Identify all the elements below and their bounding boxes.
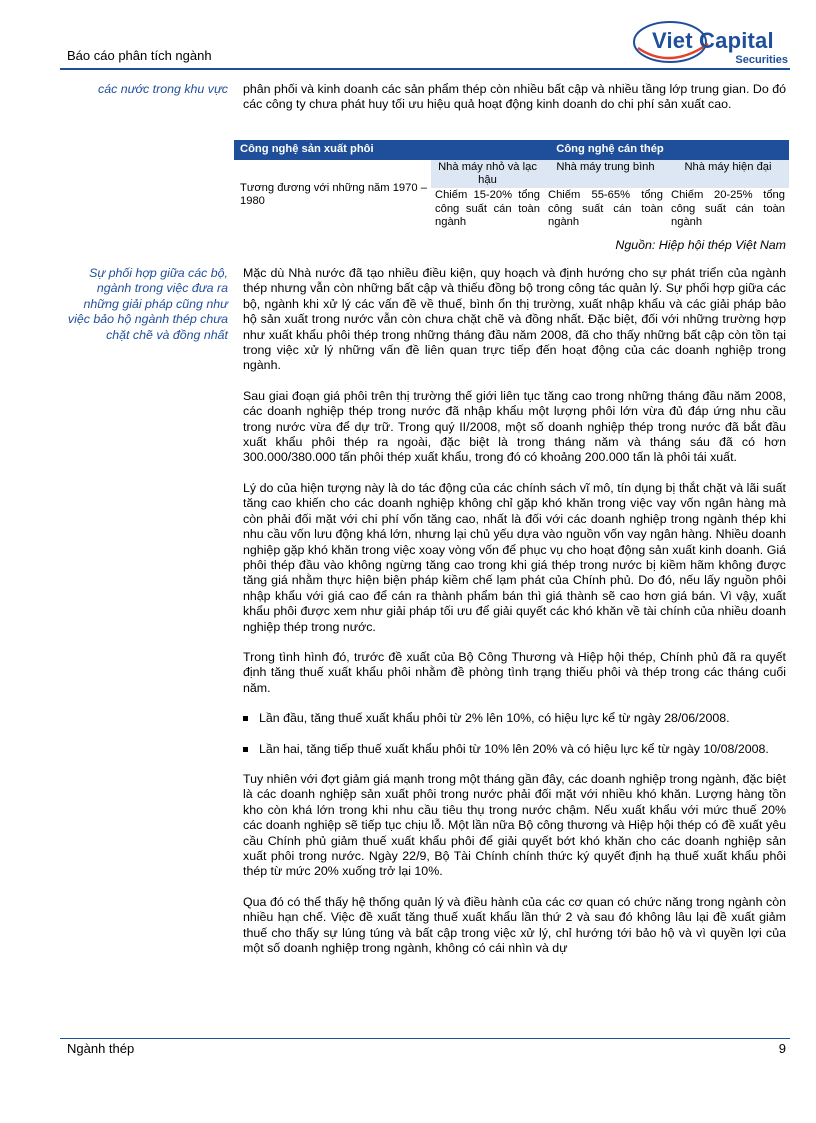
section-side-note: Sự phối hợp giữa các bộ, ngành trong việc đưa ra những giải pháp cũng như việc bảo hộ ngành thép chưa chặt chẽ và đồng nhất [67, 266, 228, 342]
list-item: Lần đầu, tăng thuế xuất khẩu phôi từ 2% lên 10%, có hiệu lực kể từ ngày 28/06/2008. [243, 711, 786, 726]
page-number: 9 [778, 1041, 786, 1056]
footer-section-name: Ngành thép [67, 1041, 135, 1056]
bullet-list [243, 711, 786, 757]
logo-subtext: Securities [735, 54, 788, 66]
company-logo [630, 14, 796, 70]
table-source: Nguồn: Hiệp hội thép Việt Nam [615, 238, 786, 252]
paragraph: Sau giai đoạn giá phôi trên thị trường thế giới liên tục tăng cao trong những tháng đầu năm 2008, các doanh nghiệp thép trong nước đã nhập khẩu một lượng phôi lớn vừa đủ đáp ứng nhu cầu trong nước vừa để dự trữ. Trong quý II/2008, một số doanh nghiệp thép trong nước đã bắt đầu xuất khẩu phôi thép ra ngoài, đặc biệt là trong tháng năm và tháng sáu đã có hơn 300.000/380.000 tấn phôi thép xuất khẩu, trong đó có khoảng 200.000 tấn là phôi tái xuất. [243, 388, 786, 465]
intro-text: phân phối và kinh doanh các sản phẩm thép còn nhiều bất cập và nhiều tầng lớp trung gian. Do đó các công ty chưa phát huy tối ưu hiệu quả hoạt động kinh doanh do chi phí sản xuất cao. [243, 82, 786, 112]
table-row [234, 160, 789, 188]
intro-side-note: các nước trong khu vực [98, 82, 228, 96]
footer-divider [60, 1038, 790, 1039]
list-item: Lần hai, tăng tiếp thuế xuất khẩu phôi từ 10% lên 20% và có hiệu lực kể từ ngày 10/08/2008. [243, 742, 786, 757]
table-row-label: Tương đương với những năm 1970 – 1980 [240, 181, 427, 207]
table-header-rolling: Công nghệ cán thép [431, 140, 789, 160]
table-cell: Chiếm 20-25% tổng công suất cán toàn ngành [671, 189, 785, 228]
table-header-row [234, 140, 789, 160]
paragraph: Tuy nhiên với đợt giảm giá mạnh trong một tháng gần đây, các doanh nghiệp trong ngành, đặc biệt là các doanh nghiệp sản xuất phôi trong nước phải đối mặt với nhiều khó khăn. Lượng hàng tồn kho còn khá lớn trong khi nhu cầu tiêu thụ trong nước chậm. Nếu xuất khẩu với mức thuế 20% các doanh nghiệp sẽ tiếp tục chịu lỗ. Một lần nữa Bộ công thương và Hiệp hội thép có đề xuất yêu cầu Chính phủ giảm thuế xuất khẩu phôi để giải quyết bớt khó khăn cho các doanh nghiệp sản xuất phôi trong nước. Ngày 22/9, Bộ Tài Chính chính thức ký quyết định hạ thuế xuất khẩu phôi thép từ mức 20% xuống trở lại 10%. [243, 771, 786, 879]
header-divider [60, 68, 790, 70]
logo-text: Viet Capital [652, 28, 774, 53]
table-header-production: Công nghệ sản xuất phôi [234, 140, 431, 160]
table-cell: Chiếm 15-20% tổng công suất cán toàn ngành [435, 189, 540, 228]
steel-technology-table [234, 140, 789, 230]
report-title: Báo cáo phân tích ngành [67, 48, 212, 63]
table-subheader: Nhà máy nhỏ và lạc hậu [431, 160, 544, 188]
table-subheader: Nhà máy trung bình [544, 160, 667, 188]
paragraph: Mặc dù Nhà nước đã tạo nhiều điều kiện, quy hoạch và định hướng cho sự phát triển của ngành thép nhưng vẫn còn những bất cập và thiếu đồng bộ trong công tác quản lý. Sự phối hợp giữa các bộ, ngành khi xử lý các vấn đề về thuế, bình ổn thị trường, xuất nhập khẩu và các giải pháp bảo hộ sản xuất trong nước vẫn còn chưa chặt chẽ và đồng nhất. Đặc biệt, đối với những trường hợp như xuất khẩu phôi thép trong những tháng đầu năm 2008, đã cho thấy những bất cập còn tồn tại trong việc xử lý những vấn đề liên quan trực tiếp đến hoạt động của các doanh nghiệp trong ngành. [243, 266, 786, 373]
paragraph: Lý do của hiện tượng này là do tác động của các chính sách vĩ mô, tín dụng bị thắt chặt và lãi suất tăng cao khiến cho các doanh nghiệp không chỉ gặp khó khăn trong việc vay vốn ngân hàng mà còn phải đối mặt với chi phí vốn tăng cao, nhất là đối với các doanh nghiệp trong ngành thép khi nhu cầu vốn lưu động khá lớn, nhưng lại chủ yếu dựa vào nguồn vốn vay ngân hàng. Nhiều doanh nghiệp gặp khó khăn trong việc xoay vòng vốn để phục vụ cho hoạt động sản xuất kinh doanh. Giá phôi thép đầu vào không ngừng tăng cao trong khi giá thép trong nước bị kiềm hãm không được tăng giá nhằm thực hiện biện pháp kiềm chế lạm phát của Chính phủ. Do đó, nếu lấy nguồn phôi nhập khẩu với giá cao để cán ra thành phẩm bán thì giá thành sẽ cao hơn giá bán. Vì vậy, xuất khẩu phôi được xem như giải pháp tối ưu để giải quyết các khó khăn về tài chính của nhiều doanh nghiệp thép trong nước. [243, 480, 786, 634]
table-cell: Chiếm 55-65% tổng công suất cán toàn ngành [548, 189, 663, 228]
table-subheader: Nhà máy hiện đại [667, 160, 789, 188]
section-body [243, 266, 786, 956]
paragraph: Trong tình hình đó, trước đề xuất của Bộ Công Thương và Hiệp hội thép, Chính phủ đã ra quyết định tăng thuế xuất khẩu phôi nhằm đề phòng tình trạng thiếu phôi và thép trong các tháng cuối năm. [243, 649, 786, 695]
paragraph: Qua đó có thể thấy hệ thống quản lý và điều hành của các cơ quan có chức năng trong ngành còn nhiều hạn chế. Việc đề xuất tăng thuế xuất khẩu lần thứ 2 và sau đó không lâu lại đề xuất giảm thuế cho thấy sự lúng túng và bất cập trong việc xử lý, chỉ hướng tới bảo hộ và vì quyền lợi của một số doanh nghiệp trong ngành, không có cái nhìn và dự [243, 894, 786, 956]
